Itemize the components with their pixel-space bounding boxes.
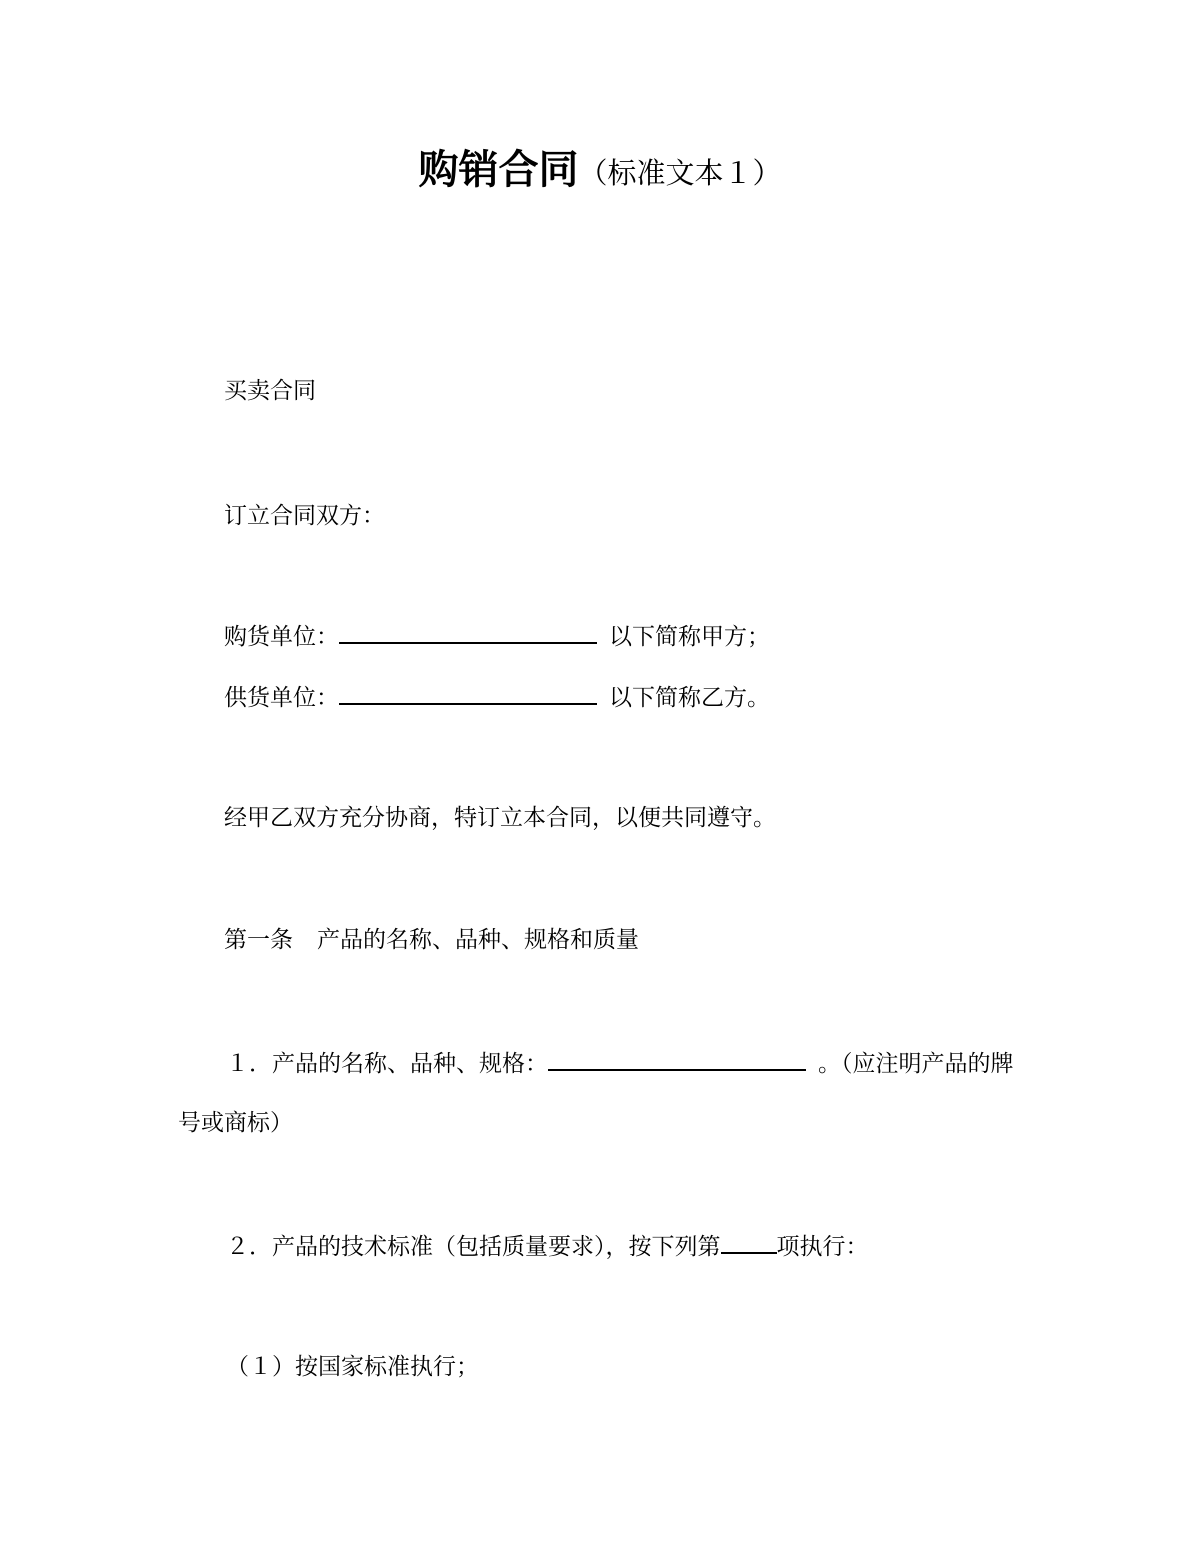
article-1-title: 产品的名称、品种、规格和质量 [317,927,639,953]
title-subtitle: （标准文本１） [578,156,782,190]
buyer-suffix: 以下简称甲方； [609,624,770,650]
paragraph-agreement: 经甲乙双方充分协商，特订立本合同，以便共同遵守。 [224,805,776,831]
buyer-label: 购货单位： [224,624,339,650]
seller-suffix: 以下简称乙方。 [609,685,770,711]
item-2-prefix: ２．产品的技术标准（包括质量要求），按下列第 [226,1234,721,1260]
seller-line [224,681,770,713]
title-main: 购销合同 [418,147,579,193]
item-2-blank [721,1230,777,1254]
paragraph-parties: 订立合同双方： [224,503,385,529]
item-2-suffix: 项执行： [776,1234,869,1260]
article-1-number: 第一条 [224,927,293,953]
buyer-line [224,620,770,652]
item-1-suffix: 。（应注明产品的牌 [818,1051,1014,1077]
article-1-heading [224,925,639,955]
paragraph-contract-type: 买卖合同 [224,378,316,404]
document-title [0,140,1200,208]
buyer-blank [339,620,597,644]
item-1-continuation: 号或商标） [178,1110,293,1136]
item-2-line [226,1230,869,1262]
item-1-prefix: １．产品的名称、品种、规格： [226,1051,548,1077]
sub-item-1: （１）按国家标准执行； [226,1354,479,1380]
item-1-line [226,1047,1014,1079]
seller-label: 供货单位： [224,685,339,711]
seller-blank [339,681,597,705]
item-1-blank [548,1047,806,1071]
